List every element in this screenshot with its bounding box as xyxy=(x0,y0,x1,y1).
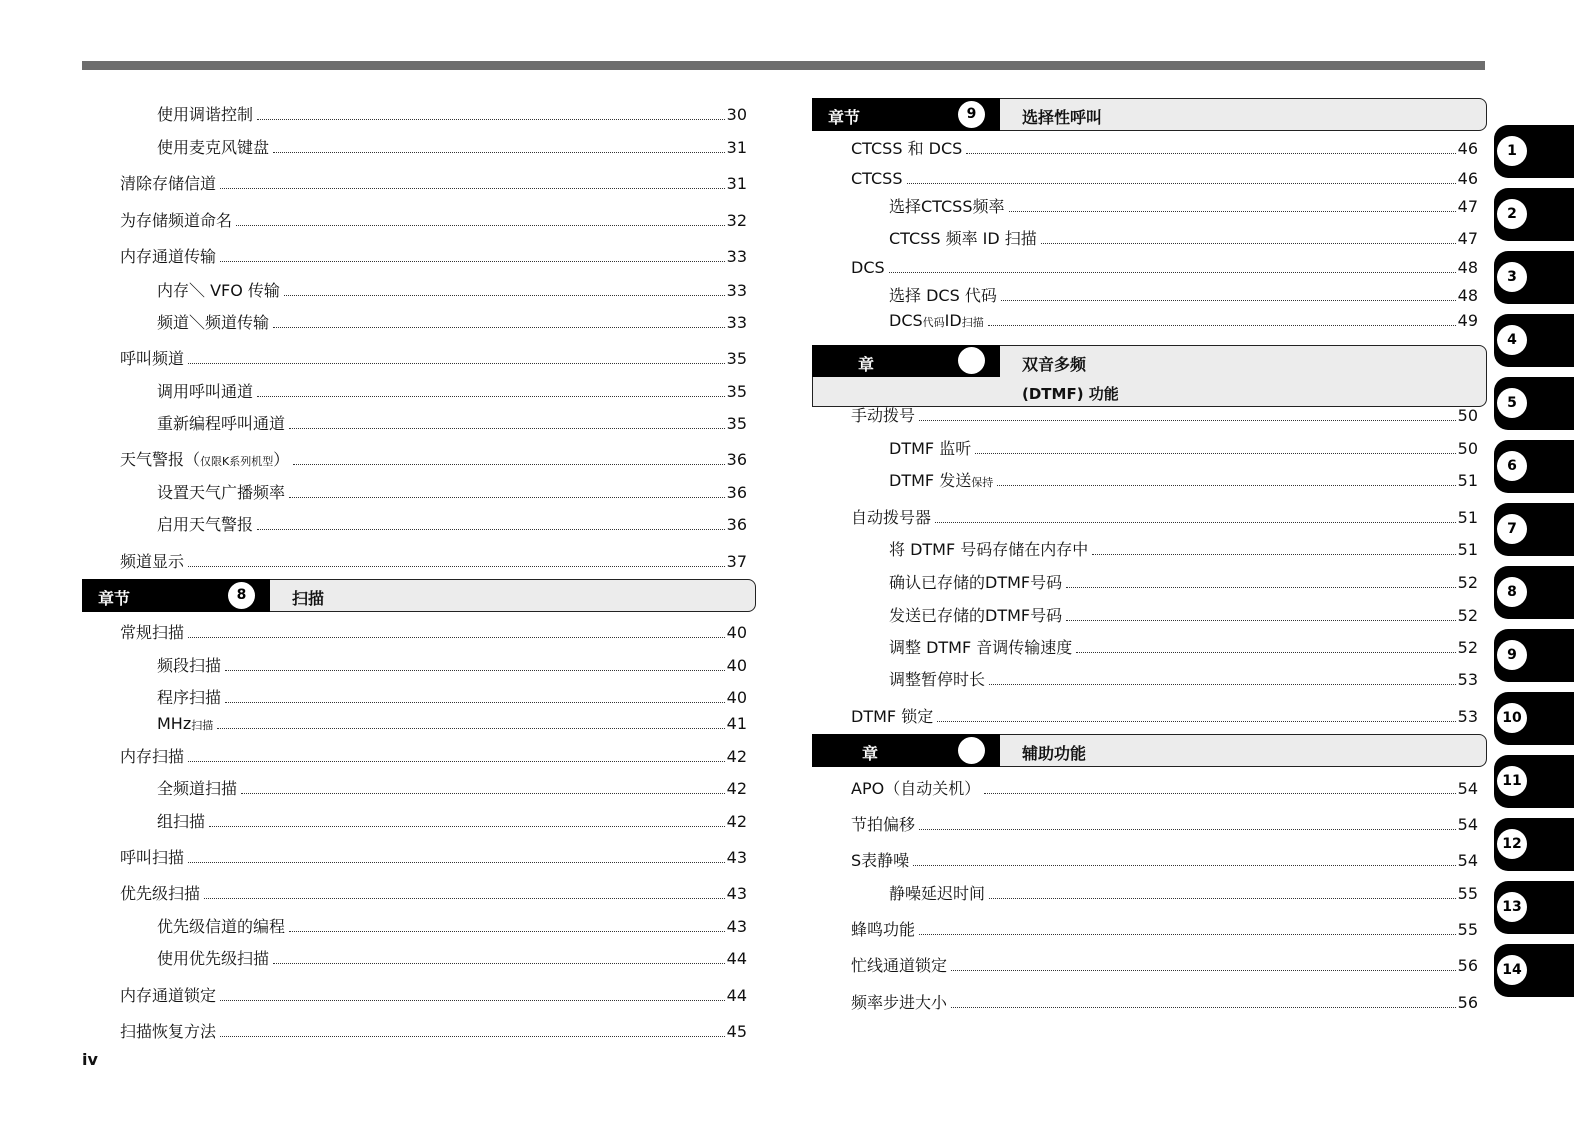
toc-entry[interactable]: 手动拨号 50 xyxy=(851,406,1478,425)
side-tab-number: 14 xyxy=(1497,955,1527,985)
top-rule xyxy=(82,61,1485,70)
toc-entry[interactable]: 内存＼ VFO 传输 33 xyxy=(157,281,747,300)
side-tab-number: 4 xyxy=(1497,325,1527,355)
toc-entry[interactable]: 内存通道传输 33 xyxy=(120,247,747,266)
chapter-header-11[interactable] xyxy=(812,734,1487,767)
side-tab-4[interactable] xyxy=(1494,314,1574,367)
chapter-title: 选择性呼叫 xyxy=(1022,108,1103,127)
toc-entry[interactable]: 程序扫描 40 xyxy=(157,688,747,707)
toc-entry[interactable]: 频段扫描 40 xyxy=(157,656,747,675)
chapter-word: 章 xyxy=(862,744,879,763)
side-tab-9[interactable] xyxy=(1494,629,1574,682)
toc-entry[interactable]: DCS 48 xyxy=(851,258,1478,277)
chapter-number-badge: 8 xyxy=(228,582,255,609)
side-tab-6[interactable] xyxy=(1494,440,1574,493)
side-tab-1[interactable] xyxy=(1494,125,1574,178)
side-tab-number: 10 xyxy=(1497,703,1527,733)
side-tab-number: 9 xyxy=(1497,640,1527,670)
toc-entry[interactable]: 频率步进大小 56 xyxy=(851,993,1478,1012)
chapter-header-10[interactable] xyxy=(812,345,1487,407)
toc-entry[interactable]: 调整 DTMF 音调传输速度 52 xyxy=(889,638,1478,657)
toc-entry[interactable]: 为存储频道命名 32 xyxy=(120,211,747,230)
toc-entry[interactable]: 确认已存储的DTMF号码 52 xyxy=(889,573,1478,592)
side-tab-number: 13 xyxy=(1497,892,1527,922)
chapter-number-badge xyxy=(958,347,985,374)
chapter-word: 章 xyxy=(858,355,875,374)
toc-entry[interactable]: 常规扫描 40 xyxy=(120,623,747,642)
chapter-number-badge xyxy=(958,737,985,764)
toc-entry[interactable]: 呼叫频道 35 xyxy=(120,349,747,368)
toc-entry[interactable]: 自动拨号器 51 xyxy=(851,508,1478,527)
toc-entry[interactable]: CTCSS 频率 ID 扫描 47 xyxy=(889,229,1478,248)
toc-entry[interactable]: 内存通道锁定 44 xyxy=(120,986,747,1005)
toc-entry[interactable]: 频道＼频道传输 33 xyxy=(157,313,747,332)
side-tab-number: 11 xyxy=(1497,766,1527,796)
chapter-title: 扫描 xyxy=(292,589,325,608)
toc-entry[interactable]: 调用呼叫通道 35 xyxy=(157,382,747,401)
side-tab-number: 3 xyxy=(1497,262,1527,292)
side-tab-10[interactable] xyxy=(1494,692,1574,745)
toc-entry[interactable]: 清除存储信道 31 xyxy=(120,174,747,193)
toc-entry[interactable]: 频道显示 37 xyxy=(120,552,747,571)
toc-entry[interactable]: DTMF 发送 保持 51 xyxy=(889,471,1478,490)
toc-entry[interactable]: 使用调谐控制 30 xyxy=(157,105,747,124)
chapter-header-8[interactable] xyxy=(82,579,756,612)
side-tab-5[interactable] xyxy=(1494,377,1574,430)
side-tab-12[interactable] xyxy=(1494,818,1574,871)
toc-entry[interactable]: 全频道扫描 42 xyxy=(157,779,747,798)
toc-entry[interactable]: 呼叫扫描 43 xyxy=(120,848,747,867)
toc-entry[interactable]: DTMF 锁定 53 xyxy=(851,707,1478,726)
side-tab-number: 12 xyxy=(1497,829,1527,859)
chapter-title: 双音多频 xyxy=(1022,355,1087,374)
toc-entry[interactable]: 调整暂停时长 53 xyxy=(889,670,1478,689)
chapter-word: 章节 xyxy=(98,589,131,608)
toc-entry[interactable]: 使用麦克风键盘 31 xyxy=(157,138,747,157)
chapter-word: 章节 xyxy=(828,108,861,127)
toc-entry[interactable]: CTCSS 和 DCS 46 xyxy=(851,139,1478,158)
side-tab-11[interactable] xyxy=(1494,755,1574,808)
toc-entry[interactable]: 优先级信道的编程 43 xyxy=(157,917,747,936)
side-tab-14[interactable] xyxy=(1494,944,1574,997)
toc-entry[interactable]: CTCSS 46 xyxy=(851,169,1478,188)
toc-entry[interactable]: 发送已存储的DTMF号码 52 xyxy=(889,606,1478,625)
side-tab-2[interactable] xyxy=(1494,188,1574,241)
side-tab-3[interactable] xyxy=(1494,251,1574,304)
toc-entry[interactable]: 蜂鸣功能 55 xyxy=(851,920,1478,939)
toc-entry[interactable]: APO（自动关机） 54 xyxy=(851,779,1478,798)
side-tab-number: 2 xyxy=(1497,199,1527,229)
side-tab-number: 7 xyxy=(1497,514,1527,544)
toc-entry[interactable]: 重新编程呼叫通道 35 xyxy=(157,414,747,433)
toc-entry[interactable]: 静噪延迟时间 55 xyxy=(889,884,1478,903)
side-tab-number: 6 xyxy=(1497,451,1527,481)
chapter-number-badge: 9 xyxy=(958,101,985,128)
side-tab-7[interactable] xyxy=(1494,503,1574,556)
toc-entry[interactable]: 启用天气警报 36 xyxy=(157,515,747,534)
toc-entry[interactable]: 内存扫描 42 xyxy=(120,747,747,766)
toc-entry[interactable]: 将 DTMF 号码存储在内存中 51 xyxy=(889,540,1478,559)
side-tab-13[interactable] xyxy=(1494,881,1574,934)
toc-entry[interactable]: 使用优先级扫描 44 xyxy=(157,949,747,968)
side-tab-number: 1 xyxy=(1497,136,1527,166)
side-tab-number: 8 xyxy=(1497,577,1527,607)
side-tab-number: 5 xyxy=(1497,388,1527,418)
toc-entry[interactable]: MHz 扫描 41 xyxy=(157,714,747,733)
toc-entry[interactable]: DTMF 监听 50 xyxy=(889,439,1478,458)
chapter-title: 辅助功能 xyxy=(1022,744,1087,763)
page-number: iv xyxy=(82,1050,98,1069)
toc-entry[interactable]: 设置天气广播频率 36 xyxy=(157,483,747,502)
toc-entry[interactable]: 组扫描 42 xyxy=(157,812,747,831)
toc-entry[interactable]: 优先级扫描 43 xyxy=(120,884,747,903)
chapter-header-9[interactable] xyxy=(812,98,1487,131)
toc-entry[interactable]: DCS 代码 ID 扫描 49 xyxy=(889,311,1478,330)
toc-entry[interactable]: 节拍偏移 54 xyxy=(851,815,1478,834)
chapter-title-line2: (DTMF) 功能 xyxy=(1022,385,1119,403)
toc-entry[interactable]: 天气警报（ 仅限K系列机型 ） 36 xyxy=(120,450,747,469)
side-tab-8[interactable] xyxy=(1494,566,1574,619)
toc-entry[interactable]: S表静噪 54 xyxy=(851,851,1478,870)
toc-entry[interactable]: 忙线通道锁定 56 xyxy=(851,956,1478,975)
toc-entry[interactable]: 选择CTCSS频率 47 xyxy=(889,197,1478,216)
toc-entry[interactable]: 选择 DCS 代码 48 xyxy=(889,286,1478,305)
toc-entry[interactable]: 扫描恢复方法 45 xyxy=(120,1022,747,1041)
